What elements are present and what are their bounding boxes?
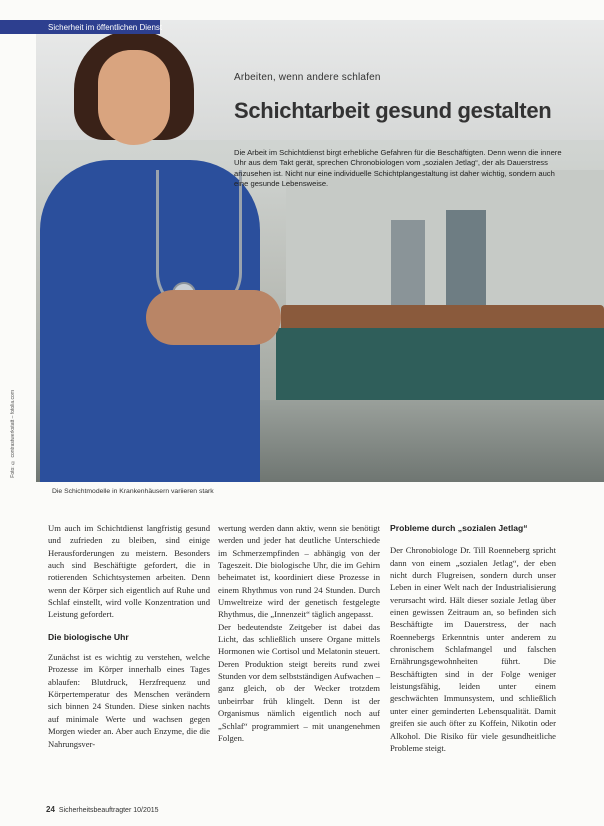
hero-photo xyxy=(36,20,604,482)
door xyxy=(446,210,486,310)
door xyxy=(391,220,425,310)
text-column-3 xyxy=(390,522,556,754)
paragraph: Der Chronobiologe Dr. Till Roenneberg spricht dann von einem „sozialen Jetlag“, der eben nicht durch Flugreisen, sondern durch unser Leben in einer Welt nach der Industrialisierung verursacht wird. Hält dieser soziale Jetlag über einen gewissen Zeitraum an, so befinden sich Beschäftigte im Dauerstress, der nach Roennebergs Erkenntnis unter anderem zu chronischem Schlafmangel und falschen Ernährungsgewohnheiten führt. Die Beschäftigten sind in der Folge weniger leistungsfähig, leiden unter einem geschwächten Immunsystem, und schließlich unter einer geminderten Lebensqualität. Damit greifen sie auch öfter zu Koffein, Nikotin oder Alkohol. Die Risiko für viele gesundheitliche Probleme steigt. xyxy=(390,545,556,753)
text-column-1 xyxy=(48,522,210,750)
publication-name: Sicherheitsbeauftragter 10/2015 xyxy=(58,807,159,814)
section-tag-label: Sicherheit im öffentlichen Dienst xyxy=(48,22,163,32)
paragraph: Zunächst ist es wichtig zu verstehen, welche Prozesse im Körper innerhalb eines Tages ablaufen: Blutdruck, Herzfrequenz und Körpertemperatur des Menschen verändern sich binnen 24 Stunden. Diese sinken nachts auf minimale Werte und wachsen gegen Morgen wieder an. Aber auch Enzyme, die die Nahrungsver- xyxy=(48,652,210,749)
paragraph: Um auch im Schichtdienst langfristig gesund und zufrieden zu bleiben, sind einige Herausforderungen zu meistern. Besonders auch sind Beschäftigte gefordert, die in rotierenden Schichtsystemen arbeiten. Denn wenn der Körper sich eigentlich auf Ruhe und Schlaf einstellt, wird volle Konzentration und Leistung gefordert. xyxy=(48,523,210,620)
article-lead: Die Arbeit im Schichtdienst birgt erhebliche Gefahren für die Beschäftigten. Denn wenn die innere Uhr aus dem Takt gerät, sprechen Chronobiologen vom „sozialen Jetlag“, der als Dauerstress anzusehen ist. Nicht nur eine individuelle Schichtplangestaltung ist daher wichtig, sondern auch eine gesunde Lebensweise. xyxy=(234,148,562,189)
nurse-face xyxy=(98,50,170,145)
text-column-2 xyxy=(218,522,380,744)
paragraph: Der bedeutendste Zeitgeber ist dabei das Licht, das schließlich unsere Organe mittels Hormonen wie Cortisol und Melatonin steuert. Deren Produktion steigt bereits rund zwei Stunden vor dem selbstständigen Aufwachen – ganz gleich, ob der Wecker trotzdem unbeirrbar früh klingelt. Denn ist der Organismus nämlich eigentlich noch auf „Schlaf“ programmiert – mit unangenehmen Folgen. xyxy=(218,621,380,743)
page-footer xyxy=(46,805,159,814)
subheading: Probleme durch „sozialen Jetlag“ xyxy=(390,523,528,533)
photo-credit: Foto: © contrastwerkstatt – fotolia.com xyxy=(10,390,16,478)
article-kicker: Arbeiten, wenn andere schlafen xyxy=(234,72,381,83)
crossed-arms xyxy=(146,290,281,345)
article-title: Schichtarbeit gesund gestalten xyxy=(234,98,552,123)
paragraph: wertung werden dann aktiv, wenn sie benötigt werden und jeder hat deutliche Unterschiede im Schmerzempfinden – abhängig von der Tageszeit. Die biologische Uhr, die im Gehirn beheimatet ist, koordiniert diese Prozesse in einem Rhythmus von rund 24 Stunden. Durch Umweltreize wird der genetisch festgelegte Rhythmus, die „Innenzeit“ täglich angepasst. xyxy=(218,523,380,620)
subheading: Die biologische Uhr xyxy=(48,631,129,642)
page-number: 24 xyxy=(46,805,55,814)
reception-counter xyxy=(276,328,604,408)
photo-caption: Die Schichtmodelle in Krankenhäusern variieren stark xyxy=(52,488,214,495)
section-tag xyxy=(0,20,163,34)
